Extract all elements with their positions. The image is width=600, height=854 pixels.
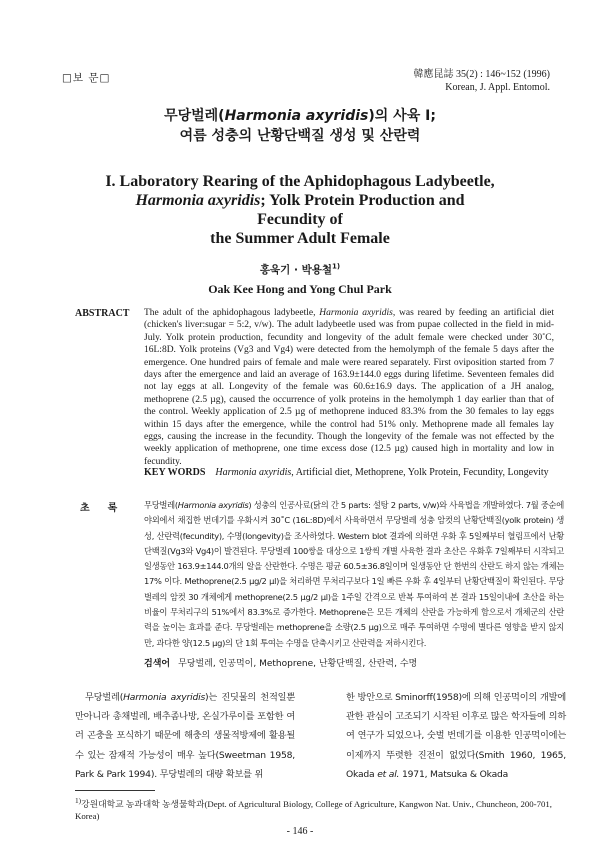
page-number: - 146 - [286,826,314,837]
footnote-divider [75,790,155,791]
korean-title [0,106,600,146]
english-title [100,172,500,248]
section-label: □보 문□ [62,72,111,84]
korean-authors: 홍욱기 · 박용철$^{1)}$ [259,262,341,276]
species-name: Harmonia axyridis [215,467,292,478]
korean-abstract-text: 무당벌레(Harmonia axyridis) 성충의 인공사료(닭의 간 5 parts: 설탕 2 parts, v/w)와 사육법을 개발하였다. 7월 중순에 야외에서 채집한 번데기를 우화시켜 30˚C (16L:8D)에서 사육하면서 무당벌레 성충 암컷의 난황단백질(yolk protein) 생성, 산란력(fecundity), 수명(longevity)을 조사하였다. Western blot 결과에 의하면 우화 후 5일째부터 혈림프에서 난황단백질(Vg3와 Vg4)이 발견된다. 무당벌레 100쌍을 대상으로 1쌍씩 개별 사육한 결과 초산은 우화후 7일째부터 시작되고 일생동안 163.9±144.0개의 알을 산란한다. 수명은 평균 60.5±36.8일이며 일생동안 단 한번의 산란도 하지 않는 개체는 17% 이다. Methoprene(2.5 µg/2 µl)을 처리하면 무처리구보다 1일 빠른 우화 후 4일부터 난황단백질이 확인된다. 무당벌레의 암컷 30 개체에게 methoprene(2.5 µg/2 µl)을 1주일 간격으로 반복 투여하여 본 결과 15일이내에 초산을 하는 비율이 무처리구의 51%에서 83.3%로 증가한다. Methoprene은 모든 개체의 산란을 가능하게 함으로서 개체군의 산란력을 높이는 효과를 준다. 무당벌레는 methoprene을 소량(2.5 µg)으로 매주 투여하면 수명에 별다른 영향을 받지 않지만, 과다한 양(12.5 µg)의 단 1회 투여는 수명을 단축시키고 산란력을 저하시킨다. [144,500,564,648]
korean-title-line-2: 여름 성충의 난황단백질 생성 및 산란력 [179,128,421,144]
korean-abstract-label: 초록 [80,503,136,514]
english-title-line-3: the Summer Adult Female [210,230,390,247]
species-name: Harmonia axyridis [177,500,249,510]
species-name: Harmonia axyridis [123,692,206,703]
footnote-mark: 1) [75,796,82,805]
species-name: Harmonia axyridis [224,108,369,124]
footnote-mark: 1) [332,262,341,271]
english-title-line-1: I. Laboratory Rearing of the Aphidophagous Ladybeetle, [105,173,495,190]
species-name: Harmonia axyridis [135,192,261,209]
body-column-right: 한 방안으로 Sminorff(1958)에 의해 인공먹이의 개발에 관한 관심이 고조되기 시작된 이후로 많은 학자들에 의하여 연구가 되었으나, 숫벌 번데기를 이용한 인공먹이에는 이제까지 뚜렷한 진전이 없었다(Smith 1960, 1965, Okada et al. 1971, Matsuka & Okada [346,692,566,780]
english-authors: Oak Kee Hong and Yong Chul Park [208,282,392,296]
footnote: $^{1)}$강원대학교 농과대학 농생물학과(Dept. of Agricultural Biology, College of Agriculture, Kangwon Nat. Univ., Chuncheon, 200-701, Korea) [75,796,552,821]
body-column-left: 무당벌레(Harmonia axyridis)는 진딧물의 천적일뿐 만아니라 총채벌레, 배추좀나방, 온실가루이를 포함한 여러 곤충을 포식하기 때문에 해충의 생물적방제에 활용될수 있는 잠재적 가능성이 매우 높다(Sweetman 1958, Park & Park 1994). 무당벌레의 대량 확보를 위 [75,692,296,780]
journal-name: Korean, J. Appl. Entomol. [445,82,550,93]
korean-keywords-label: 검색어 [144,659,171,669]
species-name: Harmonia axyridis [319,308,393,318]
korean-title-line-1: 무당벌레(Harmonia axyridis)의 사육 I; [164,108,436,124]
abstract-label: ABSTRACT [75,308,130,319]
journal-header [413,68,550,94]
english-title-line-2: Harmonia axyridis; Yolk Protein Production and Fecundity of [135,192,465,228]
journal-citation: 韓應昆誌 35(2) : 146~152 (1996) [413,69,550,80]
abstract-text: The adult of the aphidophagous ladybeetle, Harmonia axyridis, was reared by feeding an artificial diet (chicken's liver:sugar = 5:2, v/w). The adult ladybeetle used was from pupae collected in the field in mid-July. Yolk protein production, fecundity and longevity of the adult female were checked under 30˚C, 16L:8D. Yolk proteins (Vg3 and Vg4) were detected from the hemolymph of the female 5 days after the emergence. One hundred pairs of female and male were reared separately. First oviposition started from 7 days after the emergence and laid an average of 163.9±144.0 eggs during lifetime. Seventeen females did not lay eggs at all. Longevity of the female was 60.6±16.9 days. The application of a JH analog, methoprene (2.5 µg), caused the occurrence of yolk proteins in the hemolymph 1 day earlier than that of the control. Weekly application of 2.5 µg of methoprene induced 83.3% from the 30 females to lay eggs within 15 days after the emergence, while the control had 51% only. Methoprene made all females lay eggs, causing the increase in the fecundity. Though the longevity of the female was not effected by the weekly application of methoprene, one time excess dose (12.5 µg) caused high in mortality and low in fecundity. [144,308,554,467]
keywords: KEY WORDS Harmonia axyridis, Artificial diet, Methoprene, Yolk Protein, Fecundity, Longevity [144,467,549,478]
korean-keywords: 검색어 무당벌레, 인공먹이, Methoprene, 난황단백질, 산란력, 수명 [144,659,418,669]
keywords-label: KEY WORDS [144,467,206,478]
